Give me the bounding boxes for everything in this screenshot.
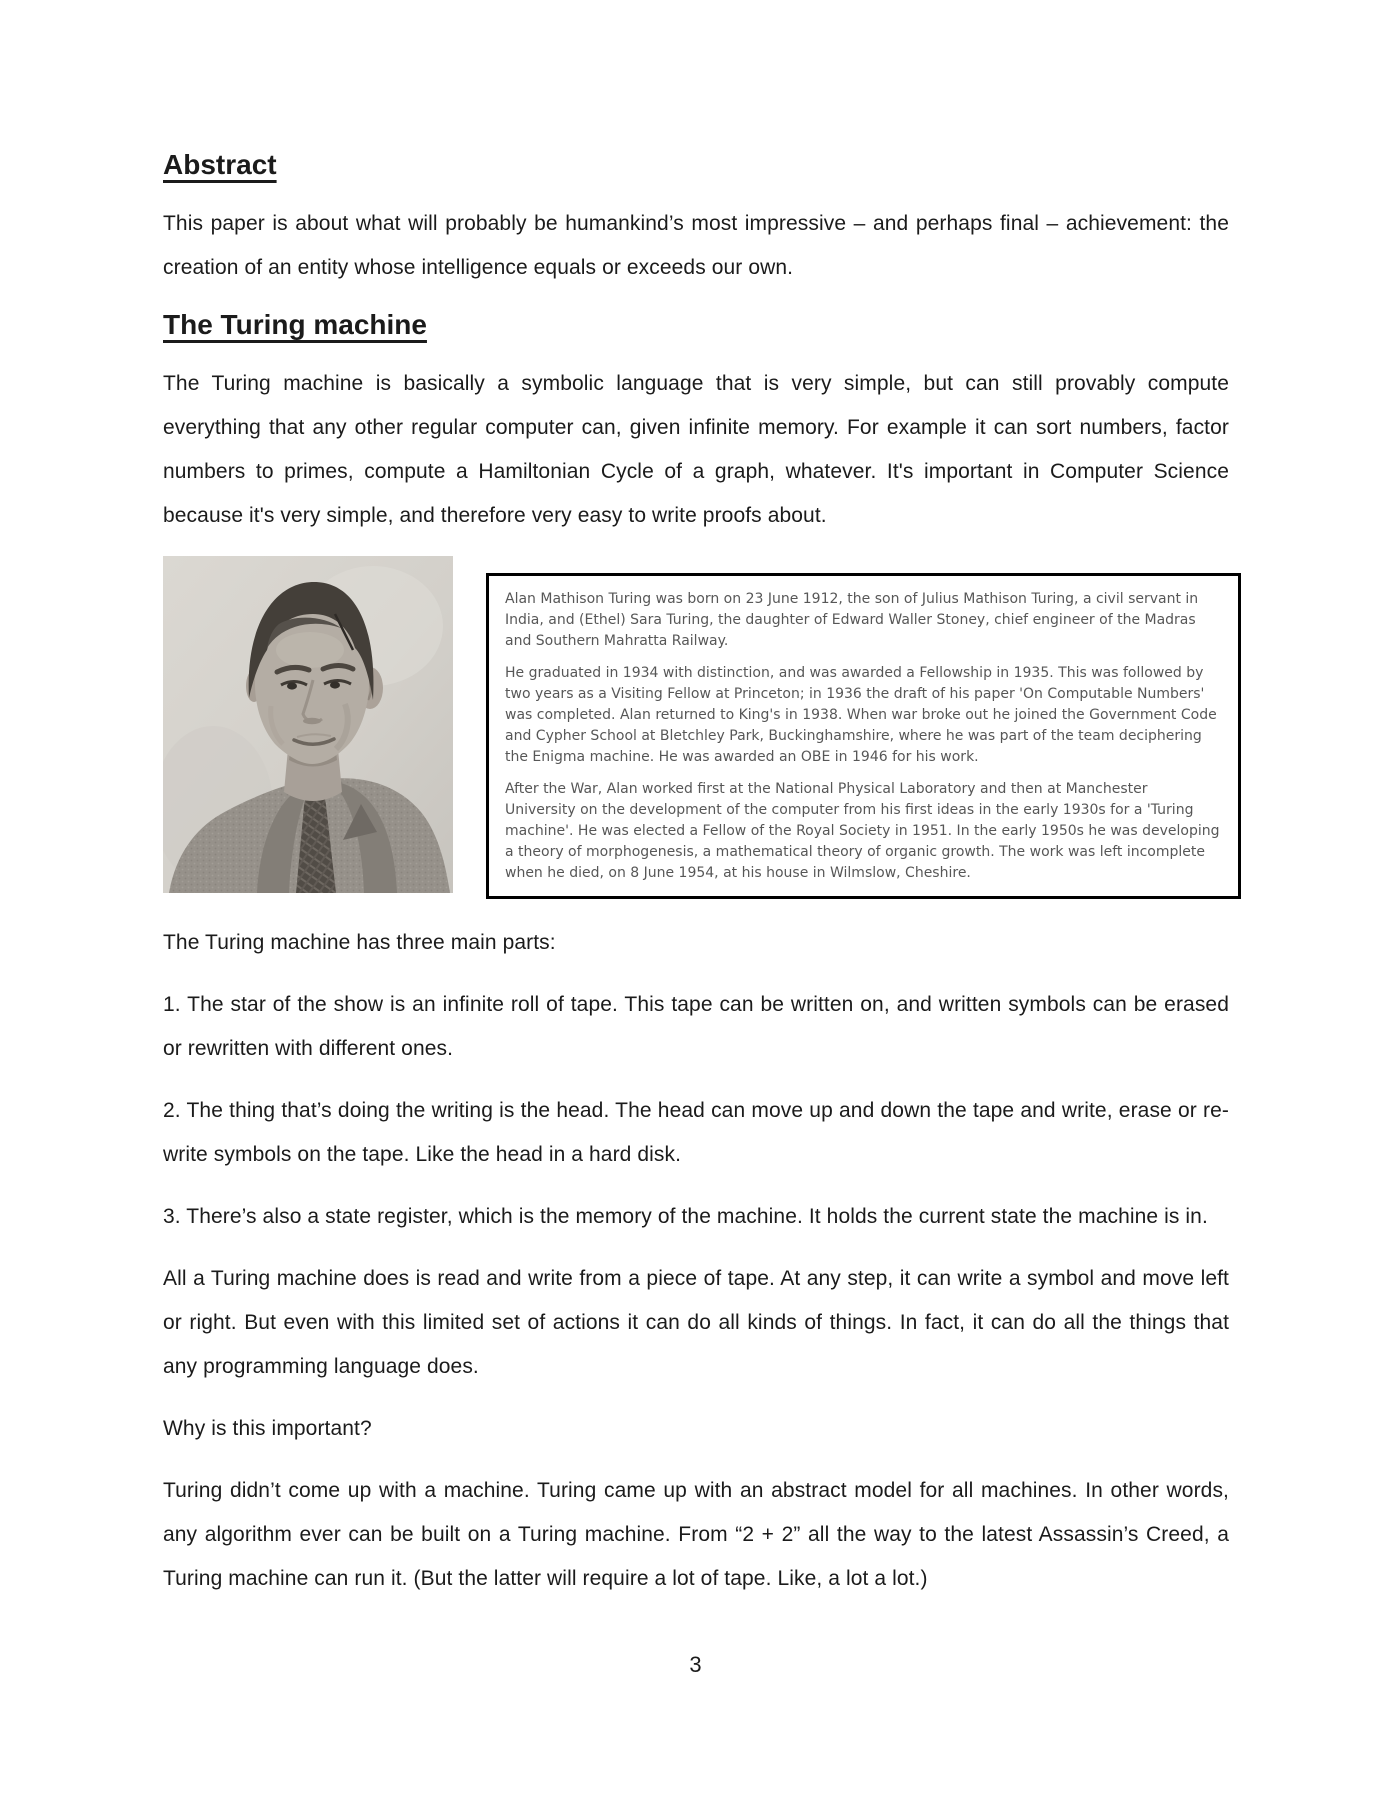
page-number: 3 — [689, 1652, 702, 1677]
abstract-paragraph: This paper is about what will probably be humankind’s most impressive – and perhaps final – achievement: the creation of an entity whose intelligence equals or exceeds our own. — [163, 212, 1229, 279]
bio-paragraph-2: He graduated in 1934 with distinction, and was awarded a Fellowship in 1935. This was followed by two years as a Visiting Fellow at Princeton; in 1936 the draft of his paper 'On Computable Numbers' was completed. Alan returned to King's in 1938. When war broke out he joined the Government Code and Cypher School at Bletchley Park, Buckinghamshire, where he was part of the team deciphering the Enigma machine. He was awarded an OBE in 1946 for his work. — [505, 665, 1217, 765]
alan-turing-photo — [163, 556, 453, 893]
parts-intro-paragraph: The Turing machine has three main parts: — [163, 931, 556, 954]
part-1-paragraph: 1. The star of the show is an infinite roll of tape. This tape can be written on, and written symbols can be erased or rewritten with different ones. — [163, 993, 1229, 1060]
summary-paragraph: All a Turing machine does is read and write from a piece of tape. At any step, it can write a symbol and move left or right. But even with this limited set of actions it can do all kinds of things. In fact, it can do all the things that any programming language does. — [163, 1267, 1229, 1378]
bio-paragraph-1: Alan Mathison Turing was born on 23 June 1912, the son of Julius Mathison Turing, a civil servant in India, and (Ethel) Sara Turing, the daughter of Edward Waller Stoney, chief engineer of the Madras and Southern Mahratta Railway. — [505, 591, 1199, 649]
part-3-paragraph: 3. There’s also a state register, which is the memory of the machine. It holds the current state the machine is in. — [163, 1205, 1208, 1228]
turing-machine-heading: The Turing machine — [163, 309, 427, 340]
conclusion-paragraph: Turing didn’t come up with a machine. Turing came up with an abstract model for all machines. In other words, any algorithm ever can be built on a Turing machine. From “2 + 2” all the way to the latest Assassin’s Creed, a Turing machine can run it. (But the latter will require a lot of tape. Like, a lot a lot.) — [163, 1479, 1229, 1590]
question-paragraph: Why is this important? — [163, 1417, 372, 1440]
bio-paragraph-3: After the War, Alan worked first at the National Physical Laboratory and then at Manchester University on the development of the computer from his first ideas in the early 1930s for a 'Turing machine'. He was elected a Fellow of the Royal Society in 1951. In the early 1950s he was developing a theory of morphogenesis, a mathematical theory of organic growth. The work was left incomplete when he died, on 8 June 1954, at his house in Wilmslow, Cheshire. — [505, 781, 1220, 881]
document-content — [163, 148, 1229, 1619]
abstract-heading: Abstract — [163, 149, 277, 180]
turing-figure-row — [163, 556, 1229, 899]
turing-machine-intro-paragraph: The Turing machine is basically a symbolic language that is very simple, but can still provably compute everything that any other regular computer can, given infinite memory. For example it can sort numbers, factor numbers to primes, compute a Hamiltonian Cycle of a graph, whatever. It's important in Computer Science because it's very simple, and therefore very easy to write proofs about. — [163, 372, 1229, 527]
part-2-paragraph: 2. The thing that’s doing the writing is the head. The head can move up and down the tape and write, erase or re-write symbols on the tape. Like the head in a hard disk. — [163, 1099, 1229, 1166]
turing-bio-box — [486, 573, 1241, 899]
